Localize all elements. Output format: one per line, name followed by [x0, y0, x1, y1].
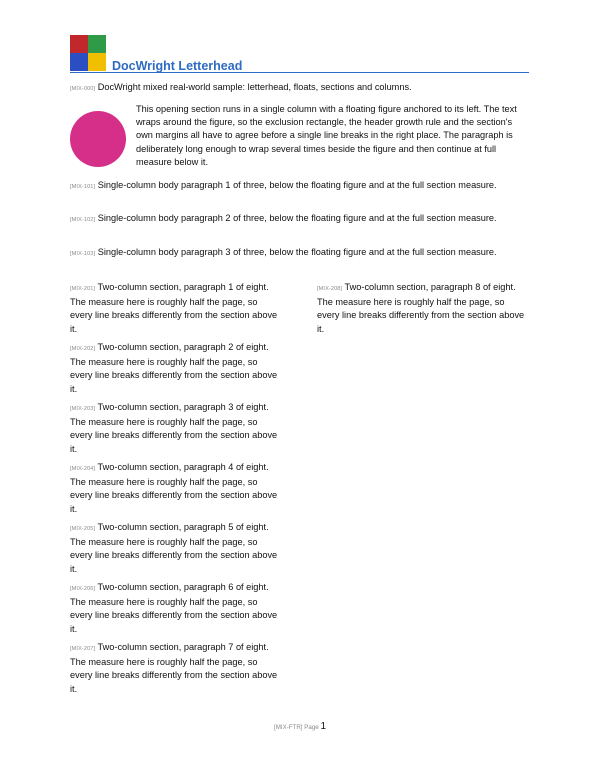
two-column-paragraph — [317, 281, 529, 336]
two-column-paragraph — [70, 461, 282, 516]
paragraph-tag: [MIX-000] — [70, 86, 96, 92]
paragraph-text: Two-column section, paragraph 6 of eight. The measure here is roughly half the page, so every line breaks differently from the section above it. — [70, 582, 278, 634]
logo-quadrant-red — [70, 35, 88, 53]
paragraph-text: Single-column body paragraph 1 of three, below the floating figure and at the full section measure. — [97, 180, 497, 190]
footer-page-label: Page — [304, 724, 319, 731]
two-column-paragraph — [70, 281, 282, 336]
paragraph-text: Two-column section, paragraph 8 of eight. The measure here is roughly half the page, so every line breaks differently from the section above it. — [317, 282, 525, 334]
letterhead-rule — [70, 72, 529, 73]
paragraph-tag: [MIX-102] — [70, 217, 96, 223]
single-column-paragraph — [70, 212, 500, 227]
paragraph-text: Two-column section, paragraph 5 of eight. The measure here is roughly half the page, so every line breaks differently from the section above it. — [70, 522, 278, 574]
two-column-paragraph — [70, 341, 282, 396]
logo-quadrant-yellow — [88, 53, 106, 71]
paragraph-tag: [MIX-207] — [70, 646, 96, 652]
two-column-paragraph — [70, 641, 282, 696]
single-column-paragraph — [70, 246, 500, 261]
two-column-paragraph — [70, 401, 282, 456]
paragraph-tag: [MIX-203] — [70, 406, 96, 412]
two-column-paragraph — [70, 581, 282, 636]
footer-tag: [MIX-FTR] — [273, 724, 303, 731]
logo-quadrant-green — [88, 35, 106, 53]
two-column-paragraph — [70, 521, 282, 576]
paragraph-text: Single-column body paragraph 2 of three, below the floating figure and at the full section measure. — [97, 213, 497, 223]
paragraph-tag: [MIX-202] — [70, 346, 96, 352]
intro-paragraph — [70, 81, 530, 96]
page-number: 1 — [320, 721, 326, 732]
floating-figure-circle — [70, 111, 126, 167]
paragraph-tag: [MIX-205] — [70, 526, 96, 532]
paragraph-text: Two-column section, paragraph 4 of eight. The measure here is roughly half the page, so every line breaks differently from the section above it. — [70, 462, 278, 514]
paragraph-text: Two-column section, paragraph 1 of eight. The measure here is roughly half the page, so every line breaks differently from the section above it. — [70, 282, 278, 334]
paragraph-tag: [MIX-103] — [70, 251, 96, 257]
paragraph-tag: [MIX-201] — [70, 286, 96, 292]
logo — [70, 35, 106, 71]
paragraph-text: Two-column section, paragraph 3 of eight. The measure here is roughly half the page, so every line breaks differently from the section above it. — [70, 402, 278, 454]
paragraph-tag: [MIX-208] — [317, 286, 343, 292]
page-footer — [0, 720, 600, 735]
paragraph-text: Two-column section, paragraph 7 of eight. The measure here is roughly half the page, so every line breaks differently from the section above it. — [70, 642, 278, 694]
paragraph-tag: [MIX-206] — [70, 586, 96, 592]
paragraph-text: Single-column body paragraph 3 of three, below the floating figure and at the full section measure. — [97, 247, 497, 257]
logo-quadrant-blue — [70, 53, 88, 71]
letterhead-title: DocWright Letterhead — [112, 59, 243, 73]
wrapped-paragraph: This opening section runs in a single column with a floating figure anchored to its left. The text wraps around the figure, so the exclusion rectangle, the header growth rule and the section's own margins all have to agree before a single line breaks in the right place. The paragraph is deliberately long enough to wrap several times beside the figure and then continue at full measure below it. — [136, 104, 517, 167]
paragraph-text: DocWright mixed real-world sample: letterhead, floats, sections and columns. — [97, 82, 412, 92]
paragraph-tag: [MIX-204] — [70, 466, 96, 472]
paragraph-text: Two-column section, paragraph 2 of eight. The measure here is roughly half the page, so every line breaks differently from the section above it. — [70, 342, 278, 394]
single-column-paragraph — [70, 179, 500, 194]
paragraph-tag: [MIX-101] — [70, 184, 96, 190]
